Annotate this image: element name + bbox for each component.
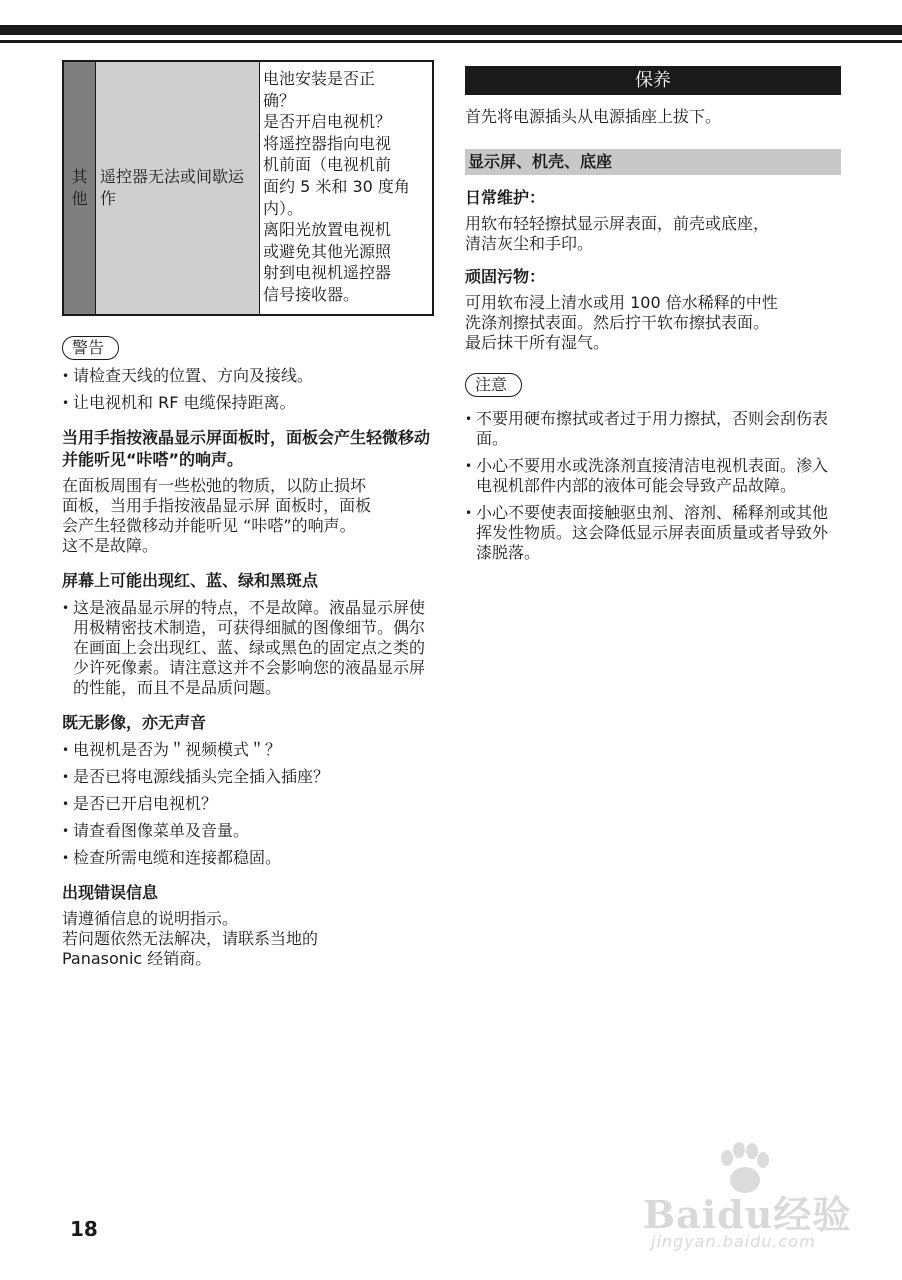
troubleshooting-table [62, 60, 434, 316]
list-item: • 是否已将电源线插头完全插入插座？ [62, 767, 438, 787]
list-item: • 电视机是否为＂视频模式＂？ [62, 740, 438, 760]
caution-label: 注意 [465, 373, 522, 397]
daily-body: 用软布轻轻擦拭显示屏表面，前壳或底座， 清洁灰尘和手印。 [465, 214, 770, 253]
right-column [465, 66, 841, 570]
table-row [63, 61, 433, 315]
stubborn-heading: 顽固污物： [465, 267, 546, 286]
header-bar [0, 25, 902, 35]
stubborn-body: 可用软布浸上清水或用 100 倍水稀释的中性 洗涤剂擦拭表面。然后拧干软布擦拭表面。 最后抹干所有湿气。 [465, 293, 778, 352]
click-body: 在面板周围有一些松弛的物质，以防止损坏 面板，当用手指按液晶显示屏 面板时，面板 会产生轻微移动并能听见 “咔嗒”的响声。 这不是故障。 [62, 475, 372, 555]
maintenance-intro: 首先将电源插头从电源插座上拔下。 [465, 107, 722, 126]
list-item: • 小心不要使表面接触驱虫剂、溶剂、稀释剂或其他挥发性物质。这会降低显示屏表面质量或者导致外漆脱落。 [465, 503, 841, 563]
warning-list [62, 366, 438, 413]
header-rule [0, 40, 902, 43]
click-heading: 当用手指按液晶显示屏面板时，面板会产生轻微移动并能听见“咔嗒”的响声。 [62, 427, 431, 469]
category-char: 其 [71, 167, 88, 187]
watermark-url: jingyan.baidu.com [651, 1232, 816, 1251]
list-item: • 不要用硬布擦拭或者过于用力擦拭，否则会刮伤表面。 [465, 409, 841, 449]
solution-text: 电池安装是否正 确？ 是否开启电视机？ 将遥控器指向电视 机前面（电视机前 面约 5 米和 30 度角 内）。 离阳光放置电视机 或避免其他光源照 射到电视机遥控器 信号接收器。 [263, 69, 410, 304]
list-item: • 请检查天线的位置、方向及接线。 [62, 366, 438, 386]
no-signal-heading: 既无影像，亦无声音 [62, 712, 207, 732]
symptom-text: 遥控器无法或间歇运作 [100, 167, 245, 208]
list-item: • 这是液晶显示屏的特点，不是故障。液晶显示屏使用极精密技术制造，可获得细腻的图像细节。偶尔在画面上会出现红、蓝、绿或黑色的固定点之类的少许死像素。请注意这并不会影响您的液晶显示屏的性能，而且不是品质问题。 [62, 598, 438, 698]
list-item: • 检查所需电缆和连接都稳固。 [62, 848, 438, 868]
page-number: 18 [70, 1217, 98, 1241]
section-banner: 显示屏、机壳、底座 [465, 149, 841, 175]
dots-list [62, 598, 438, 698]
category-cell [63, 61, 96, 315]
maintenance-title: 保养 [465, 66, 841, 95]
list-item: • 请查看图像菜单及音量。 [62, 821, 438, 841]
error-body: 请遵循信息的说明指示。 若问题依然无法解决，请联系当地的 Panasonic 经销商。 [62, 908, 319, 968]
watermark [643, 1142, 853, 1272]
warning-label: 警告 [62, 336, 119, 360]
list-item: • 小心不要用水或洗涤剂直接清洁电视机表面。渗入电视机部件内部的液体可能会导致产品故障。 [465, 456, 841, 496]
watermark-logo: Baidu经验 [643, 1192, 852, 1237]
no-signal-list [62, 740, 438, 868]
caution-list [465, 409, 841, 563]
list-item: • 是否已开启电视机？ [62, 794, 438, 814]
solution-cell [260, 61, 434, 315]
category-char: 他 [71, 188, 88, 208]
list-item: • 让电视机和 RF 电缆保持距离。 [62, 393, 438, 413]
daily-heading: 日常维护： [465, 188, 546, 207]
error-heading: 出现错误信息 [62, 882, 159, 902]
dots-heading: 屏幕上可能出现红、蓝、绿和黑斑点 [62, 570, 319, 590]
symptom-cell [96, 61, 260, 315]
left-column [62, 60, 438, 969]
